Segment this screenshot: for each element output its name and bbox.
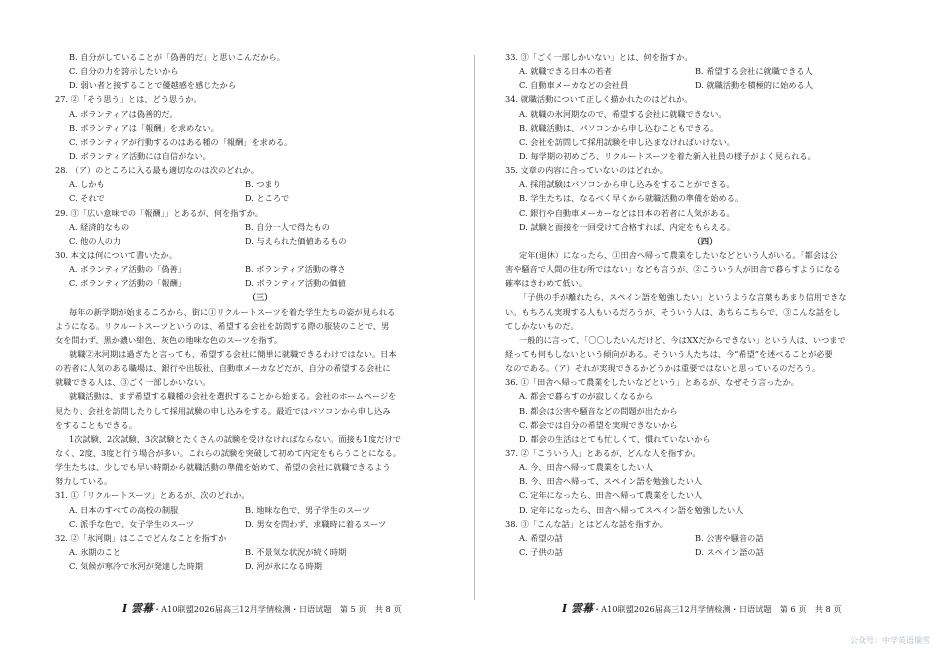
answer-option: B. つまり <box>245 179 281 190</box>
answer-option: D. 毎学期の初めごろ、リクルートスーツを着た新入社員の様子がよく見られる。 <box>519 150 816 161</box>
publisher-logo: I 雲幕 <box>122 602 153 615</box>
answer-option: A. 今、田舎へ帰って農業をしたい人 <box>519 462 653 473</box>
answer-option: D. 与えられた価値あるもの <box>245 235 347 246</box>
answer-option: D. ボランティア活動の価値 <box>245 278 346 289</box>
answer-option: B. 公害や騒音の話 <box>695 532 764 543</box>
question: 28. （ア）のところに入る最も適切なのは次のどれか。 <box>55 165 259 176</box>
answer-option: A. 氷期のこと <box>69 546 122 557</box>
section-heading: （四） <box>692 235 718 246</box>
answer-option: B. 学生たちは、なるべく早くから就職活動の準備を始める。 <box>519 193 744 204</box>
left-page-text <box>55 50 465 573</box>
question: 32. ②「氷河期」はここでどんなことを指すか <box>55 532 227 543</box>
answer-option: B. 今、田舎へ帰って、スペイン語を勉強したい人 <box>519 476 702 487</box>
answer-option: A. 希望の話 <box>519 532 563 543</box>
paragraph-line: 定年(退休）になったら、①田舎へ帰って農業をしたいなどという人がいる。「都会は公 <box>519 249 838 260</box>
answer-option: C. 自動車メーカなどの会社員 <box>519 80 629 91</box>
answer-option: D. ボランティア活動には自信がない。 <box>69 150 211 161</box>
paragraph-line: 1次試験、2次試験、3次試験とたくさんの試験を受けなければならない。面接も1度だけで <box>69 433 401 444</box>
footer-text: ・A10联盟2026届高三12月学情检测・日语试题 第 6 页 共 8 页 <box>592 604 842 614</box>
answer-option: C. ボランティアが行動するのはある種の「報酬」を求める。 <box>69 136 293 147</box>
text-line: をすることもできる。 <box>55 419 137 430</box>
answer-option: A. 日本のすべての高校の制服 <box>69 504 179 515</box>
paragraph-line: 就職活動は、まず希望する職種の会社を選択することから始まる。会社のホームページを <box>69 391 397 402</box>
answer-option: B. ボランティア活動の尊さ <box>245 264 346 275</box>
answer-options-row <box>55 545 465 559</box>
answer-option: C. 自分の力を誇示したいから <box>69 66 179 77</box>
answer-option: B. 地味な色で、男子学生のスーツ <box>245 504 370 515</box>
answer-option: C. 都会では自分の希望を実現できないから <box>519 419 678 430</box>
left-page-footer <box>122 600 402 616</box>
answer-options-row <box>55 234 465 248</box>
paragraph-line: 毎年の新学期が始まるころから、街に①リクルートスーツを着た学生たちの姿が見られる <box>69 306 396 317</box>
text-line: の若者に人気のある職場は、銀行や出版社、自動車メーカなどだが、自分の希望する会社に <box>55 363 391 374</box>
right-page <box>475 0 950 654</box>
answer-option: C. 子供の話 <box>519 546 563 557</box>
answer-option: C. 派手な色で、女子学生のスーツ <box>69 518 194 529</box>
question: 36. ①「田舎へ帰って農業をしたいなどという」とあるが、なぜそう言ったか。 <box>505 377 799 388</box>
question: 31. ①「リクルートスーツ」とあるが、次のどれか。 <box>55 490 250 501</box>
answer-option: D. 河が氷になる時期 <box>245 561 322 572</box>
answer-options-row <box>505 64 905 78</box>
answer-option: D. 都会の生活はとても忙しくて、慣れていないから <box>519 433 711 444</box>
answer-option: D. 弱い者と接することで優越感を感じたから <box>69 80 237 91</box>
publisher-logo: I 雲幕 <box>562 602 593 615</box>
answer-option: C. それで <box>69 193 105 204</box>
question: 34. 就職活動について正しく描かれたのはどれか。 <box>505 94 693 105</box>
answer-options-row <box>55 276 465 290</box>
question: 30. 本文は何について書いたか。 <box>55 249 177 260</box>
answer-option: B. 就職活動は、パソコンから申し込むこともできる。 <box>519 122 719 133</box>
answer-option: D. スペイン語の話 <box>695 546 764 557</box>
answer-option: B. ボランティアは「報酬」を求めない。 <box>69 122 219 133</box>
answer-options-row <box>55 503 465 517</box>
answer-options-row <box>55 177 465 191</box>
text-line: 経っても何もしないという傾向がある。そういう人たちは、今“希望”を述べることが必要 <box>505 348 833 359</box>
answer-option: D. 試験と面接を一回受けて合格すれば、内定をもらえる。 <box>519 221 736 232</box>
answer-option: B. 自分がしていることが「偽善的だ」と思いこんだから。 <box>69 52 285 62</box>
answer-options-row <box>505 545 905 559</box>
answer-option: C. 銀行や自動車メーカーなどは日本の若者に人気がある。 <box>519 207 735 218</box>
question: 27. ②「そう思う」とは、どう思うか。 <box>55 94 202 105</box>
answer-options-row <box>505 531 905 545</box>
answer-option: A. 就職の氷河期なので、希望する会社に就職できない。 <box>519 108 727 119</box>
footer-text: ・A10联盟2026届高三12月学情检测・日语试题 第 5 页 共 8 页 <box>152 604 402 614</box>
watermark: 公众号：中学英语瑞雪 <box>850 636 930 645</box>
answer-options-row <box>55 191 465 205</box>
text-line: ようになる。リクルートスーツというのは、希望する会社を訪問する際の服装のことで、男 <box>55 320 390 331</box>
right-page-footer <box>562 600 842 616</box>
answer-option: C. 定年になったら、田舎へ帰って農業をしたい人 <box>519 490 703 501</box>
text-line: てしかないものだ。 <box>505 320 579 331</box>
answer-option: D. 定年になったら、田舎へ帰ってスペイン語を勉強したい人 <box>519 504 744 515</box>
answer-option: A. ボランティア活動の「偽善」 <box>69 264 186 275</box>
question: 29. ③「広い意味での「報酬」」とあるが、何を指すか。 <box>55 207 264 218</box>
text-line: 害や騒音で人間の住む所ではない」なども言うが、②こういう人が田舎で暮らすようになる <box>505 264 841 275</box>
answer-options-row <box>55 262 465 276</box>
text-line: 見たり、会社を訪問したりして採用試験の申し込みをする。最近ではパソコンから申し込み <box>55 405 391 416</box>
answer-option: B. 不景気な状況が続く時期 <box>245 546 347 557</box>
answer-option: C. 気候が寒冷で氷河が発達した時期 <box>69 561 203 572</box>
question: 33. ③「ごく一部しかいない」とは、何を指すか。 <box>505 52 693 62</box>
answer-option: A. 都会で暮らすのが寂しくなるから <box>519 391 653 402</box>
answer-option: A. 経済的なもの <box>69 221 130 232</box>
text-line: 就職できる人は、③ごく一部しかいない。 <box>55 377 211 388</box>
answer-option: B. 自分一人で得たもの <box>245 221 330 232</box>
answer-option: C. ボランティア活動の「報酬」 <box>69 278 186 289</box>
paragraph-line: 一般的に言って、「〇〇したいんだけど、今はXXだからできない」という人は、いつまで <box>519 334 846 345</box>
question: 38. ③「こんな話」とはどんな話を指すか。 <box>505 518 668 529</box>
right-page-text <box>505 50 905 559</box>
text-line: 学生たちは、少しでも早い時期から就職活動の準備を始めて、希望の会社に就職できるよう <box>55 462 391 473</box>
paragraph-line: 就職②氷河期は過ぎたと言っても、希望する会社に簡単に就職できるわけではない。日本 <box>69 348 397 359</box>
answer-options-row <box>55 220 465 234</box>
text-line: い。もちろん実現する人もいるだろうが、そういう人は、あちらこちらで、③こんな話をし <box>505 306 841 317</box>
answer-option: D. 男女を問わず、求職時に着るスーツ <box>245 518 387 529</box>
answer-option: D. 就職活動を積極的に始める人 <box>695 80 813 91</box>
answer-option: A. 採用試験はパソコンから申し込みをすることができる。 <box>519 179 735 190</box>
answer-option: A. 就職できる日本の若者 <box>519 66 612 77</box>
answer-option: C. 会社を訪問して採用試験を申し込まなければいけない。 <box>519 136 735 147</box>
question: 37. ②「こういう人」とあるが、どんな人を指すか。 <box>505 447 701 458</box>
text-line: 女を問わず、黒か濃い紺色、灰色の地味な色のスーツを指す。 <box>55 334 283 345</box>
text-line: 努力している。 <box>55 476 113 487</box>
question: 35. 文章の内容に合っていないのはどれか。 <box>505 165 668 176</box>
answer-option: A. しかも <box>69 179 105 190</box>
section-heading: （三） <box>247 292 273 303</box>
answer-options-row <box>55 559 465 573</box>
answer-options-row <box>55 517 465 531</box>
paragraph-line: 「子供の手が離れたら、スペイン語を勉強したい」というような言葉もあまり信用できな <box>519 292 847 303</box>
text-line: なのである。（ア）それが実現できるかどうかは重要ではないと思っているのだろう。 <box>505 363 821 374</box>
answer-options-row <box>505 78 905 92</box>
answer-option: A. ボランティアは偽善的だ。 <box>69 108 178 119</box>
text-line: なく、2度、3度と行う場合が多い。これらの試験を突破して初めて内定をもらうことになる。 <box>55 447 401 458</box>
text-line: 確率はきわめて低い。 <box>505 278 587 289</box>
answer-option: C. 他の人の力 <box>69 235 122 246</box>
answer-option: B. 都会は公害や騒音などの問題が出たから <box>519 405 678 416</box>
answer-option: D. ところで <box>245 193 290 204</box>
answer-option: B. 希望する会社に就職できる人 <box>695 66 813 77</box>
